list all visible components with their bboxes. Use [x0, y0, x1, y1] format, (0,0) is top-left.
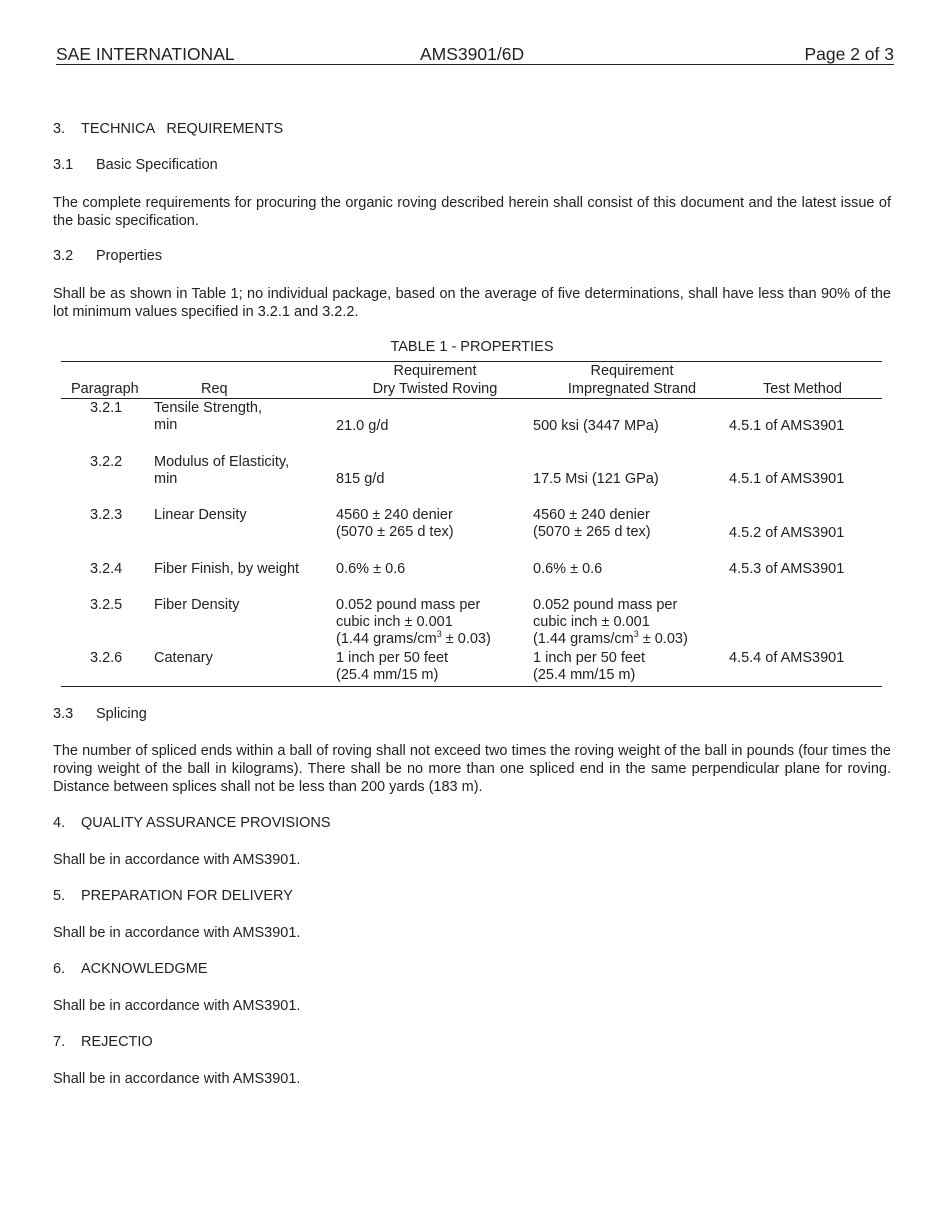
section-title: QUALITY ASSURANCE PROVISIONS: [81, 815, 331, 831]
value-line: (5070 ± 265 d tex): [533, 524, 651, 540]
value-text: (1.44 grams/cm: [336, 631, 437, 647]
value-line: cubic inch ± 0.001: [336, 614, 453, 630]
value-line: 4560 ± 240 denier: [533, 507, 650, 523]
section-5-text: Shall be in accordance with AMS3901.: [53, 925, 301, 941]
value-text: ± 0.03): [441, 631, 491, 647]
req-line: min: [154, 417, 178, 433]
header-dry-line2: Dry Twisted Roving: [372, 380, 498, 397]
table-title: TABLE 1 - PROPERTIES: [390, 339, 554, 355]
row-3-2-3-imp: [533, 507, 651, 541]
row-3-2-3-req: Linear Density: [154, 507, 247, 523]
section-3-1-text: The complete requirements for procuring the organic roving described herein shall consist of this document and the latest issue of the basic specification.: [53, 195, 891, 229]
row-3-2-4-test: 4.5.3 of AMS3901: [729, 561, 845, 577]
value-line: cubic inch ± 0.001: [533, 614, 650, 630]
section-number: 5.: [53, 888, 66, 904]
req-line: Modulus of Elasticity,: [154, 454, 290, 470]
header-req: Req: [201, 381, 228, 397]
section-title: TECHNICA REQUIREMENTS: [81, 121, 284, 137]
section-number: 3.1: [53, 157, 74, 173]
row-3-2-5-paragraph: 3.2.5: [90, 597, 123, 613]
row-3-2-3-dry: [336, 507, 454, 541]
header-imp-line2: Impregnated Strand: [567, 380, 697, 397]
row-3-2-6-paragraph: 3.2.6: [90, 650, 123, 666]
page-header: [56, 42, 894, 65]
req-line: min: [154, 471, 178, 487]
req-line: Tensile Strength,: [154, 400, 263, 416]
header-doc-number: AMS3901/6D: [420, 44, 525, 64]
header-organization: SAE INTERNATIONAL: [56, 44, 235, 64]
header-dry-line1: Requirement: [393, 363, 477, 379]
value-line: 1 inch per 50 feet: [336, 650, 449, 666]
value-line: (25.4 mm/15 m): [533, 667, 636, 683]
section-3-3-text: The number of spliced ends within a ball of roving shall not exceed two times the roving weight of the ball in pounds (four times the roving weight of the ball in kilograms). There shall be no more than one spliced end in the same perpendicular plane for roving. Distance between splices shall not be less than 200 yards (183 m).: [53, 743, 891, 795]
section-number: 3.: [53, 121, 66, 137]
row-3-2-6-imp: [533, 650, 645, 684]
section-6-heading: [53, 961, 208, 977]
section-number: 7.: [53, 1034, 66, 1050]
value-line: 0.052 pound mass per: [336, 597, 481, 613]
section-number: 3.2: [53, 248, 74, 264]
row-3-2-6-test: 4.5.4 of AMS3901: [729, 650, 845, 666]
section-title: Properties: [96, 248, 163, 264]
section-3-2-text: Shall be as shown in Table 1; no individual package, based on the average of five determinations, shall have less than 90% of the lot minimum values specified in 3.2.1 and 3.2.2.: [53, 286, 891, 320]
value-text: ± 0.03): [638, 631, 688, 647]
section-number: 4.: [53, 815, 66, 831]
row-3-2-1-dry: 21.0 g/d: [336, 418, 389, 434]
section-5-heading: [53, 888, 293, 904]
row-3-2-3-test: 4.5.2 of AMS3901: [729, 525, 845, 541]
section-number: 3.3: [53, 706, 74, 722]
table-header-rule: [61, 398, 882, 399]
section-title: PREPARATION FOR DELIVERY: [81, 888, 293, 904]
row-3-2-4-dry: 0.6% ± 0.6: [336, 561, 406, 577]
header-imp-line1: Requirement: [590, 363, 674, 379]
section-3-2-heading: [53, 248, 162, 264]
section-title: ACKNOWLEDGME: [81, 961, 208, 977]
value-line: [336, 631, 491, 648]
header-paragraph: Paragraph: [71, 381, 139, 397]
section-3-3-heading: [53, 706, 147, 722]
header-dry-twisted-roving: [355, 363, 515, 398]
section-title: Splicing: [96, 706, 147, 722]
row-3-2-1-paragraph: 3.2.1: [90, 400, 123, 416]
row-3-2-5-imp: [533, 597, 688, 648]
row-3-2-4-req: Fiber Finish, by weight: [154, 561, 300, 577]
value-line: 4560 ± 240 denier: [336, 507, 453, 523]
row-3-2-6-dry: [336, 650, 448, 684]
header-test-method: Test Method: [763, 381, 842, 397]
section-3-1-heading: [53, 157, 218, 173]
row-3-2-2-test: 4.5.1 of AMS3901: [729, 471, 845, 487]
row-3-2-5-dry: [336, 597, 491, 648]
row-3-2-4-paragraph: 3.2.4: [90, 561, 123, 577]
row-3-2-2-imp: 17.5 Msi (121 GPa): [533, 471, 659, 487]
row-3-2-6-req: Catenary: [154, 650, 213, 666]
row-3-2-4-imp: 0.6% ± 0.6: [533, 561, 603, 577]
table-top-rule: [61, 361, 882, 362]
section-title: Basic Specification: [96, 157, 218, 173]
section-title: REJECTIO: [81, 1034, 153, 1050]
section-4-text: Shall be in accordance with AMS3901.: [53, 852, 301, 868]
table-bottom-rule: [61, 686, 882, 687]
row-3-2-2-dry: 815 g/d: [336, 471, 385, 487]
header-page-number: Page 2 of 3: [804, 44, 894, 64]
value-text: (1.44 grams/cm: [533, 631, 634, 647]
superscript: 3: [633, 629, 639, 639]
value-line: 1 inch per 50 feet: [533, 650, 646, 666]
value-line: (5070 ± 265 d tex): [336, 524, 454, 540]
value-line: [533, 631, 688, 648]
row-3-2-3-paragraph: 3.2.3: [90, 507, 123, 523]
header-impregnated-strand: [552, 363, 712, 398]
section-6-text: Shall be in accordance with AMS3901.: [53, 998, 301, 1014]
section-3-heading: [53, 121, 283, 137]
value-line: 0.052 pound mass per: [533, 597, 678, 613]
section-4-heading: [53, 815, 331, 831]
section-number: 6.: [53, 961, 66, 977]
value-line: (25.4 mm/15 m): [336, 667, 439, 683]
row-3-2-2-paragraph: 3.2.2: [90, 454, 123, 470]
section-7-text: Shall be in accordance with AMS3901.: [53, 1071, 301, 1087]
superscript: 3: [436, 629, 442, 639]
row-3-2-2-req: [154, 454, 289, 488]
row-3-2-1-test: 4.5.1 of AMS3901: [729, 418, 845, 434]
row-3-2-5-req: Fiber Density: [154, 597, 240, 613]
row-3-2-1-imp: 500 ksi (3447 MPa): [533, 418, 659, 434]
section-7-heading: [53, 1034, 153, 1050]
row-3-2-1-req: [154, 400, 262, 434]
